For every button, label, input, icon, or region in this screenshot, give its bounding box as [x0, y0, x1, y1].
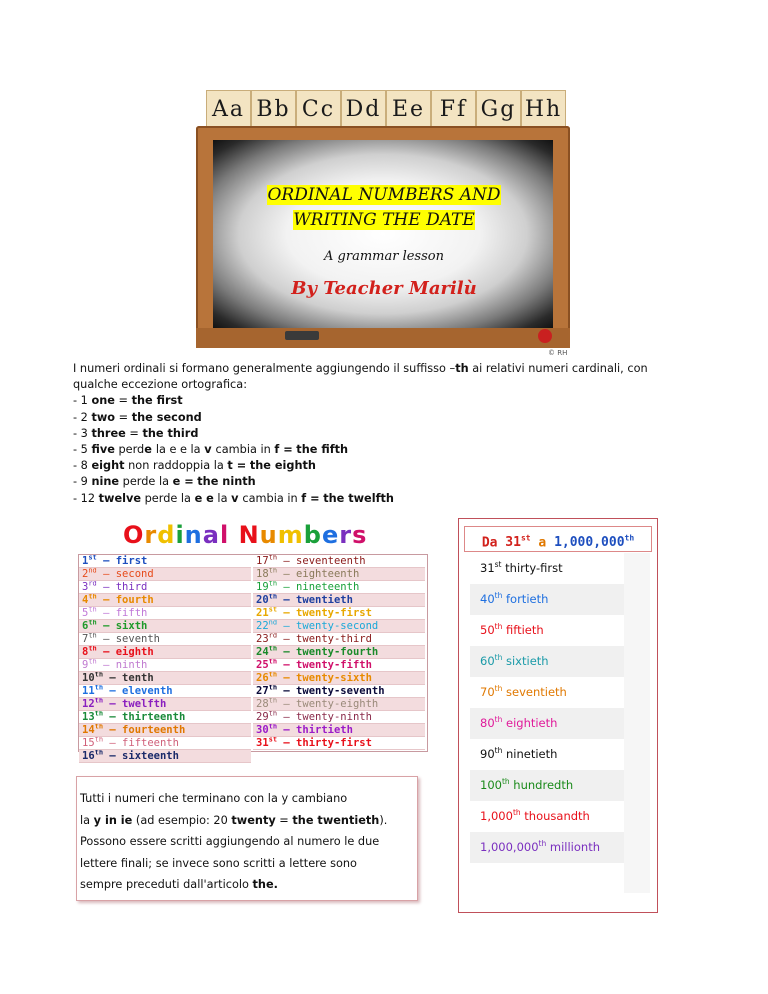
large-ordinal-item: 31st thirty-first [480, 560, 563, 575]
ordinal-row: 16th – sixteenth [79, 750, 251, 763]
ordinal-row: 28th – twenty-eighth [253, 698, 425, 711]
rule-line: - 12 twelve perde la e e la v cambia in f = the twelfth [73, 491, 394, 505]
ordinal-row: 24th – twenty-fourth [253, 646, 425, 659]
ordinal-row: 1st – first [79, 555, 251, 568]
title-da: Da [481, 535, 498, 551]
ordinal-row: 6th – sixth [79, 620, 251, 633]
ordinal-numbers-title: Ordinal Numbers [123, 521, 368, 549]
large-ordinal-item: 80th eightieth [470, 708, 624, 739]
large-ordinal-item: 100th hundredth [470, 770, 624, 801]
ordinal-row: 9th – ninth [79, 659, 251, 672]
alphabet-tile: Ee [386, 90, 431, 128]
title-from: 31st [505, 534, 531, 551]
note-line: Possono essere scritti aggiungendo al numero le due [80, 835, 380, 848]
ordinal-row: 5th – fifth [79, 607, 251, 620]
ordinal-row: 11th – eleventh [79, 685, 251, 698]
title-to: 1,000,000th [554, 534, 635, 551]
large-ordinal-item: 1,000th thousandth [480, 808, 590, 823]
intro-line: qualche eccezione ortografica: [73, 378, 247, 392]
alphabet-tile: Gg [476, 90, 521, 128]
ordinal-row: 21st – twenty-first [253, 607, 425, 620]
rule-line: - 1 one = the first [73, 394, 183, 408]
author: By Teacher Marilù [291, 278, 477, 299]
ordinals-table [78, 554, 428, 762]
ordinal-row: 27th – twenty-seventh [253, 685, 425, 698]
large-ordinal-item: 90th ninetieth [480, 746, 558, 761]
ordinal-row: 20th – twentieth [253, 594, 425, 607]
large-ordinal-item: 60th sixtieth [470, 646, 624, 677]
alphabet-strip [206, 90, 566, 128]
alphabet-tile: Bb [251, 90, 296, 128]
ordinal-row: 2nd – second [79, 568, 251, 581]
intro-line: I numeri ordinali si formano generalmente aggiungendo il suffisso –th ai relativi numeri cardinali, con [73, 362, 648, 375]
rule-line: - 5 five perde la e e la v cambia in f = the fifth [73, 443, 349, 457]
ordinal-row: 12th – twelfth [79, 698, 251, 711]
ordinal-row: 13th – thirteenth [79, 711, 251, 724]
alphabet-tile: Ff [431, 90, 476, 128]
title-line-1: ORDINAL NUMBERS AND [267, 185, 501, 205]
ordinal-row: 18th – eighteenth [253, 568, 425, 581]
ordinal-row: 19th – nineteenth [253, 581, 425, 594]
chalkboard-ledge [196, 328, 570, 348]
subtitle: A grammar lesson [324, 249, 444, 264]
ordinals-column-left [79, 555, 251, 763]
rule-line: - 9 nine perde la e = the ninth [73, 475, 256, 489]
ordinal-row: 8th – eighth [79, 646, 251, 659]
chalkboard-surface [213, 140, 553, 328]
large-ordinal-item: 70th seventieth [480, 684, 567, 699]
large-ordinal-item: 1,000,000th millionth [470, 832, 624, 863]
alphabet-tile: Cc [296, 90, 341, 128]
ordinal-row: 3rd – third [79, 581, 251, 594]
title-line-2: WRITING THE DATE [293, 210, 475, 230]
ordinal-row: 7th – seventh [79, 633, 251, 646]
note-line: Tutti i numeri che terminano con la y cambiano [80, 792, 348, 805]
ordinal-row: 26th – twenty-sixth [253, 672, 425, 685]
ordinal-row: 17th – seventeenth [253, 555, 425, 568]
ordinal-row: 31st – thirty-first [253, 737, 425, 750]
ordinal-row: 30th – thirtieth [253, 724, 425, 737]
large-ordinals-list [470, 553, 624, 863]
intro-paragraph [73, 361, 713, 507]
ordinal-row: 29th – twenty-ninth [253, 711, 425, 724]
ordinal-row: 22nd – twenty-second [253, 620, 425, 633]
alphabet-tile: Dd [341, 90, 386, 128]
panel-side-strip [624, 553, 650, 893]
large-ordinals-title [464, 526, 652, 552]
alphabet-tile: Hh [521, 90, 566, 128]
apple-icon [538, 329, 552, 343]
board-credit: © RH [548, 349, 568, 357]
ordinal-row: 23rd – twenty-third [253, 633, 425, 646]
ordinal-row: 25th – twenty-fifth [253, 659, 425, 672]
ordinal-row: 15th – fifteenth [79, 737, 251, 750]
large-ordinal-item: 40th fortieth [470, 584, 624, 615]
rule-line: - 2 two = the second [73, 410, 202, 424]
note-line: sempre preceduti dall'articolo the. [80, 878, 278, 891]
ordinal-row: 14th – fourteenth [79, 724, 251, 737]
note-line: la y in ie (ad esempio: 20 twenty = the twentieth). [80, 813, 388, 827]
ordinals-column-right [253, 555, 425, 750]
alphabet-tile: Aa [206, 90, 251, 128]
large-ordinal-item: 50th fiftieth [480, 622, 544, 637]
note-line: lettere finali; se invece sono scritti a lettere sono [80, 856, 357, 870]
ordinal-row: 4th – fourth [79, 594, 251, 607]
ordinal-row: 10th – tenth [79, 672, 251, 685]
title-a: a [538, 535, 547, 551]
eraser-icon [285, 331, 319, 340]
rule-line: - 3 three = the third [73, 426, 199, 440]
note-text [80, 788, 412, 896]
rule-line: - 8 eight non raddoppia la t = the eighth [73, 459, 316, 473]
